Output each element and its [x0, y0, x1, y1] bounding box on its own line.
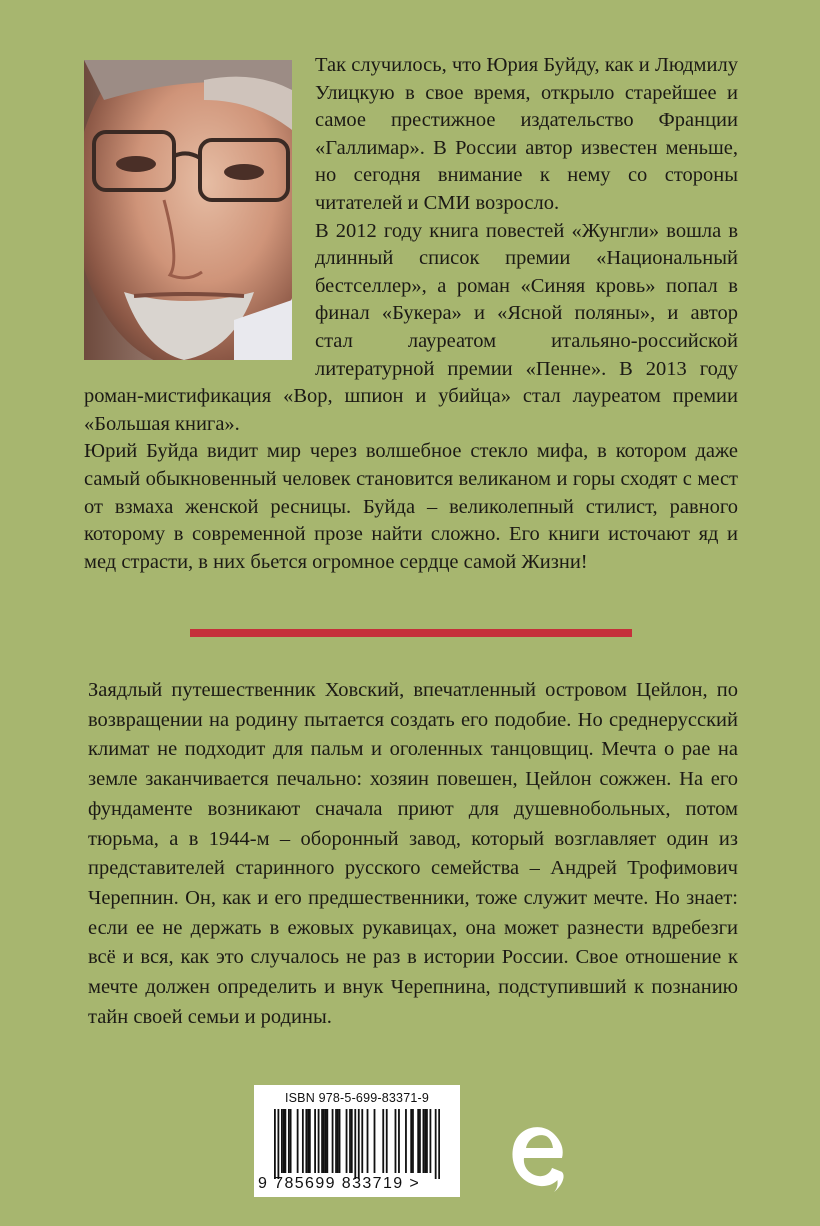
- barcode-bar: [395, 1109, 397, 1173]
- bio-paragraph-1: Так случилось, что Юрия Буйду, как и Людмилу Улицкую в свое время, открыло старейшее и самое престижное издательство Франции «Галлимар». В России автор известен меньше, но сегодня внимание к нему со стороны читателей и СМИ возросло.: [315, 54, 738, 214]
- barcode-bar: [326, 1109, 328, 1173]
- barcode-bar: [382, 1109, 384, 1173]
- red-divider: [190, 629, 632, 637]
- barcode-bar: [283, 1109, 285, 1173]
- barcode-bar: [288, 1109, 290, 1173]
- barcode-bar: [321, 1109, 323, 1173]
- barcode-bar: [297, 1109, 299, 1173]
- barcode-bar: [358, 1109, 360, 1179]
- isbn-label: ISBN 978-5-699-83371-9: [284, 1091, 430, 1105]
- barcode-bar: [277, 1109, 279, 1179]
- barcode-bar: [367, 1109, 369, 1173]
- barcode-bar: [323, 1109, 325, 1173]
- barcode-bar: [346, 1109, 348, 1173]
- author-bio: [84, 52, 738, 576]
- barcode-bar: [438, 1109, 440, 1179]
- barcode-bar: [398, 1109, 400, 1173]
- bio-paragraph-3: Юрий Буйда видит мир через волшебное стекло мифа, в котором даже самый обыкновенный человек становится великаном и горы сходят с мест от взмаха женской ресницы. Буйда – великолепный стилист, равного которому в современной прозе найти сложно. Его книги источают яд и мед страсти, в них бьется огромное сердце самой Жизни!: [84, 440, 738, 573]
- barcode-bar: [325, 1109, 327, 1173]
- barcode-bar: [274, 1109, 276, 1179]
- photo-spacer: [84, 52, 315, 356]
- barcode-bar: [332, 1109, 334, 1173]
- barcode-bar: [361, 1109, 363, 1173]
- barcode-bar: [386, 1109, 388, 1173]
- barcode-bar: [302, 1109, 304, 1173]
- barcode-bar: [281, 1109, 283, 1173]
- barcode-bar: [374, 1109, 376, 1173]
- barcode-bar: [423, 1109, 425, 1173]
- barcode-bar: [412, 1109, 414, 1173]
- barcode-bar: [405, 1109, 407, 1173]
- isbn-barcode: [254, 1085, 460, 1197]
- barcode-bar: [314, 1109, 316, 1173]
- annotation-text: Заядлый путешественник Ховский, впечатленный островом Цейлон, по возвращении на родину пытается создать его подобие. Но среднерусский климат не подходит для пальм и оголенных танцовщиц. Мечта о рае на земле заканчивается печально: хозяин повешен, Цейлон сожжен. На его фундаменте возникают сначала приют для душевнобольных, потом тюрьма, а в 1944-м – оборонный завод, который возглавляет один из представителей старинного русского семейства – Андрей Трофимович Черепнин. Он, как и его предшественники, тоже служит мечте. Но знает: если ее не держать в ежовых рукавицах, она может разнести вдребезги всё и вся, как это случалось не раз в истории России. Свое отношение к мечте должен определить и внук Черепнина, подступивший к познанию тайн своей семьи и родины.: [88, 679, 738, 1028]
- barcode-bar: [354, 1109, 356, 1179]
- eksmo-logo-icon: [508, 1120, 566, 1194]
- barcode-bar: [349, 1109, 351, 1173]
- barcode-bar: [335, 1109, 337, 1173]
- barcode-bar: [435, 1109, 437, 1179]
- book-annotation: [88, 676, 738, 1032]
- ean-digits: 9 785699 833719 >: [258, 1175, 421, 1192]
- barcode-bar: [309, 1109, 311, 1173]
- barcode-bar: [351, 1109, 353, 1173]
- barcode-bar: [337, 1109, 339, 1173]
- barcode-bar: [417, 1109, 419, 1173]
- bio-paragraph-2: В 2012 году книга повестей «Жунгли» вошла в длинный список премии «Национальный бестселлер», а роман «Синяя кровь» попал в финал «Букера» и «Ясной поляны», и автор стал лауреатом итальяно-российской литературной премии «Пенне». В 2013 году роман-мистификация «Вор, шпион и убийца» стал лауреатом премии «Большая книга».: [84, 219, 738, 435]
- barcode-bar: [424, 1109, 426, 1173]
- barcode-bar: [318, 1109, 320, 1173]
- barcode-bar: [430, 1109, 432, 1173]
- barcode-bar: [426, 1109, 428, 1173]
- barcode-bar: [339, 1109, 341, 1173]
- barcode-bar: [410, 1109, 412, 1173]
- barcode-bar: [419, 1109, 421, 1173]
- barcode-bar: [290, 1109, 292, 1173]
- barcode-bars: [274, 1109, 440, 1179]
- barcode-bar: [307, 1109, 309, 1173]
- barcode-bar: [284, 1109, 286, 1173]
- barcode-bar: [305, 1109, 307, 1173]
